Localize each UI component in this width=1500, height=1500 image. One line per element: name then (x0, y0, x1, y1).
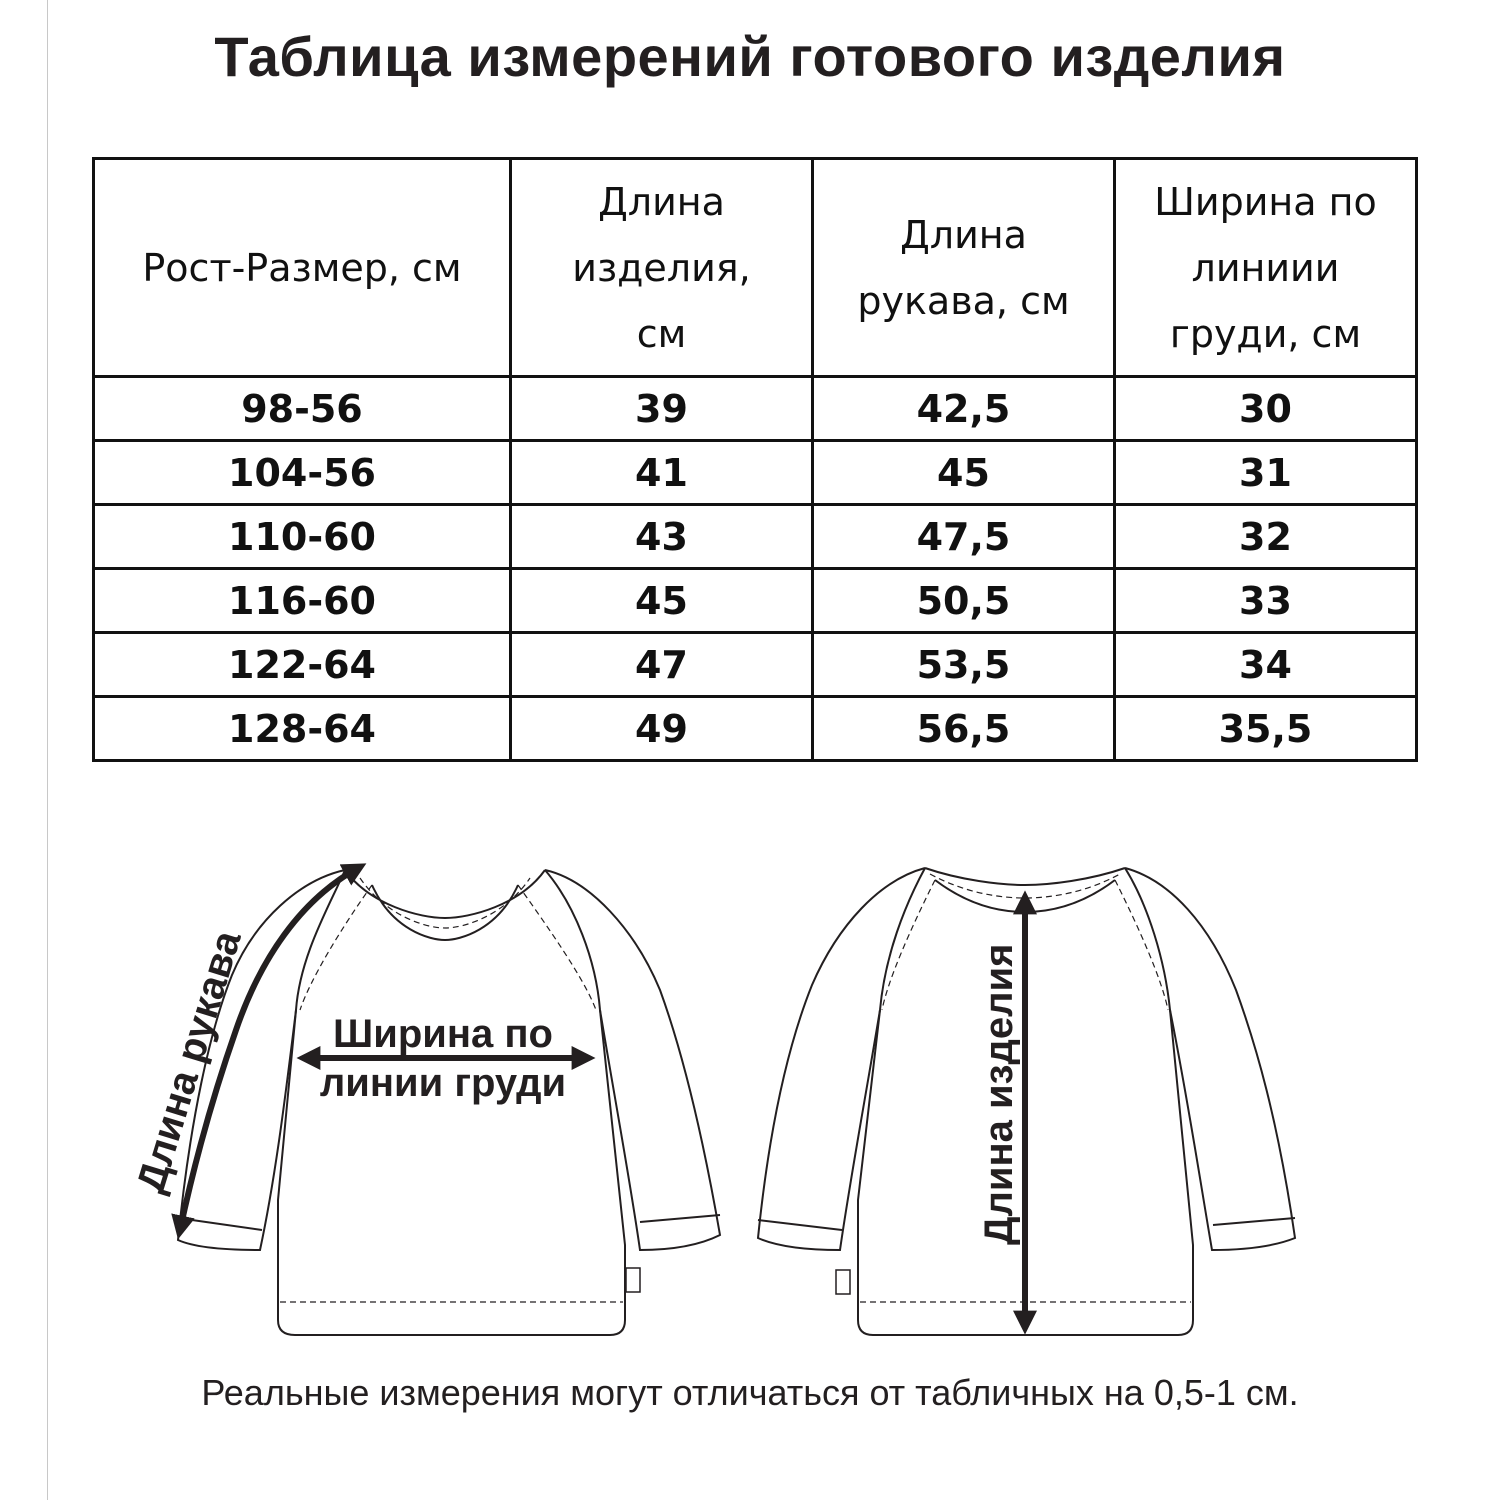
back-left-cuff (758, 1220, 842, 1230)
table-cell: 31 (1115, 441, 1417, 505)
front-raglan-seam-right (518, 885, 596, 1010)
page-title: Таблица измерений готового изделия (214, 25, 1286, 88)
table-cell: 41 (511, 441, 813, 505)
table-cell: 39 (511, 377, 813, 441)
table-cell: 42,5 (813, 377, 1115, 441)
table-cell: 43 (511, 505, 813, 569)
table-row (94, 377, 1417, 441)
table-cell: 49 (511, 697, 813, 761)
table-row (94, 633, 1417, 697)
footnote: Реальные измерения могут отличаться от табличных на 0,5-1 см. (201, 1372, 1299, 1413)
header-chest-width: Ширина по линиии груди, см (1115, 159, 1417, 377)
back-label-tag (836, 1270, 850, 1294)
table-cell: 50,5 (813, 569, 1115, 633)
header-sleeve-length: Длина рукава, см (813, 159, 1115, 377)
table-cell: 116-60 (94, 569, 511, 633)
table-cell: 47 (511, 633, 813, 697)
table-cell: 32 (1115, 505, 1417, 569)
table-cell: 110-60 (94, 505, 511, 569)
front-right-cuff (640, 1215, 720, 1222)
back-collar-outer (925, 868, 1125, 885)
size-table (92, 157, 1418, 762)
table-cell: 128-64 (94, 697, 511, 761)
table-row (94, 441, 1417, 505)
table-cell: 35,5 (1115, 697, 1417, 761)
table-cell: 45 (511, 569, 813, 633)
table-row (94, 697, 1417, 761)
table-cell: 30 (1115, 377, 1417, 441)
front-left-cuff (178, 1218, 262, 1230)
table-cell: 56,5 (813, 697, 1115, 761)
header-height-size: Рост-Размер, см (94, 159, 511, 377)
table-cell: 53,5 (813, 633, 1115, 697)
chest-label-line2: линии груди (319, 1061, 567, 1105)
table-header-row (94, 159, 1417, 377)
table-row (94, 569, 1417, 633)
front-collar-inner (372, 885, 518, 940)
table-cell: 122-64 (94, 633, 511, 697)
table-cell: 33 (1115, 569, 1417, 633)
table-row (94, 505, 1417, 569)
back-right-cuff (1213, 1218, 1295, 1225)
table-cell: 104-56 (94, 441, 511, 505)
front-collar-outer (345, 870, 545, 918)
table-cell: 34 (1115, 633, 1417, 697)
chest-label-line1: Ширина по (333, 1012, 553, 1056)
sleeve-length-label: Длина рукава (128, 925, 250, 1198)
front-label-tag (626, 1268, 640, 1292)
garment-diagram (0, 820, 1500, 1360)
table-cell: 47,5 (813, 505, 1115, 569)
garment-length-label: Длина изделия (977, 943, 1021, 1245)
header-garment-length: Длина изделия, см (511, 159, 813, 377)
table-cell: 98-56 (94, 377, 511, 441)
table-cell: 45 (813, 441, 1115, 505)
